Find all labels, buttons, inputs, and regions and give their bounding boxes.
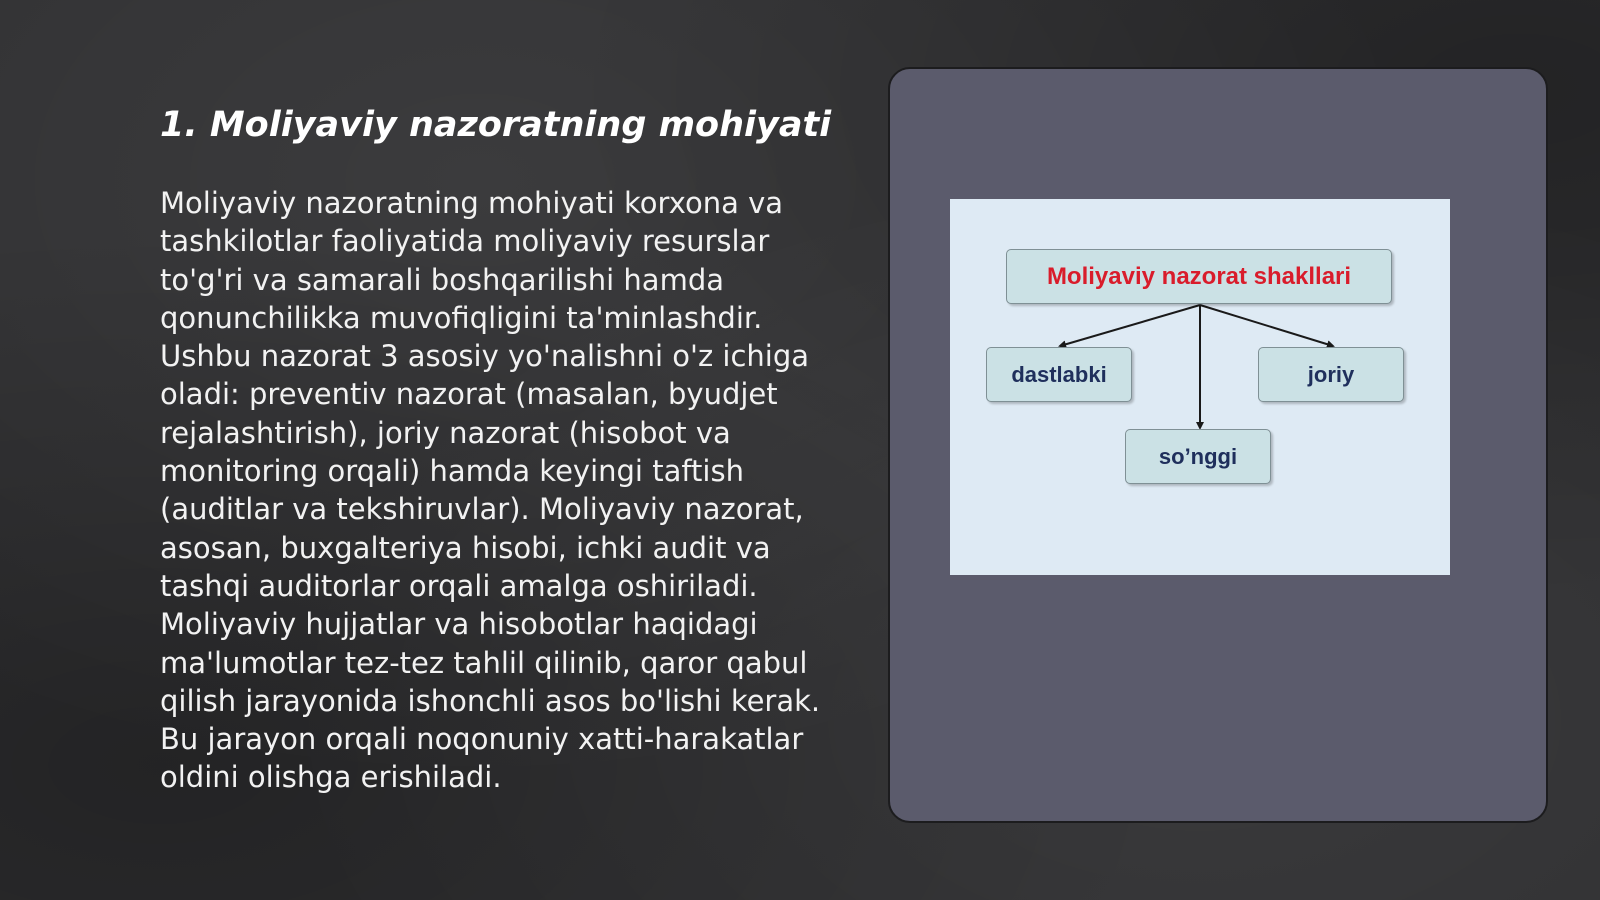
diagram-node-root: Moliyaviy nazorat shakllari — [1006, 249, 1392, 304]
diagram-node-songgi: so’nggi — [1125, 429, 1271, 484]
diagram-image — [950, 199, 1450, 575]
connector-right — [1200, 305, 1333, 346]
slide-title: 1. Moliyaviy nazoratning mohiyati — [160, 105, 832, 145]
diagram-node-dastlabki: dastlabki — [986, 347, 1132, 402]
diagram-node-joriy: joriy — [1258, 347, 1404, 402]
slide-body-text: Moliyaviy nazoratning mohiyati korxona va tashkilotlar faoliyatida moliyaviy resurslar to'g'ri va samarali boshqarilishi hamda qonunchilikka muvofiqligini ta'minlashdir. Ushbu nazorat 3 asosiy yo'nalishni o'z ichiga oladi: preventiv nazorat (masalan, byudjet rejalashtirish), joriy nazorat (hisobot va monitoring orqali) hamda keyingi taftish (auditlar va tekshiruvlar). Moliyaviy nazorat, asosan, buxgalteriya hisobi, ichki audit va tashqi auditorlar orqali amalga oshiriladi. Moliyaviy hujjatlar va hisobotlar haqidagi ma'lumotlar tez-tez tahlil qilinib, qaror qabul qilish jarayonida ishonchli asos bo'lishi kerak. Bu jarayon orqali noqonuniy xatti-harakatlar oldini olishga erishiladi. — [160, 186, 821, 795]
connector-left — [1060, 305, 1200, 346]
